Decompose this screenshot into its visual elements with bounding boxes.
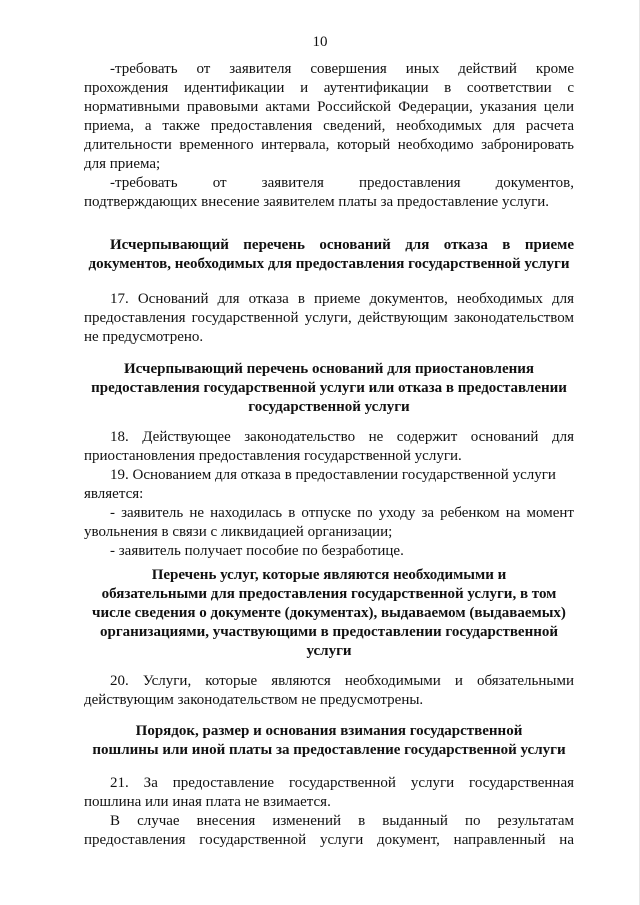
text-line: прохождения идентификации и аутентификации в соответствии с — [84, 80, 574, 96]
heading-line: Порядок, размер и основания взимания государственной — [135, 723, 523, 739]
prohibition-list — [84, 60, 574, 212]
text-line: длительности временного интервала, который необходимо забронировать — [84, 137, 574, 153]
section-suspension-refusal — [84, 360, 574, 417]
heading-line: обязательными для предоставления государственной услуги, в том — [101, 586, 557, 602]
text-line: не предусмотрено. — [84, 329, 204, 345]
text-line: пошлина или иная плата не взимается. — [84, 794, 331, 810]
section-heading — [84, 360, 574, 417]
text-line: - заявитель получает пособие по безработице. — [110, 543, 404, 559]
paragraph-18-19 — [84, 428, 574, 561]
heading-line: пошлины или иной платы за предоставление государственной услуги — [92, 742, 566, 758]
heading-line: Исчерпывающий перечень оснований для отказа в приеме — [110, 237, 574, 253]
text-line: увольнения в связи с ликвидацией организации; — [84, 524, 393, 540]
text-line: 19. Основанием для отказа в предоставлении государственной услуги — [110, 467, 556, 483]
text-line: нормативными правовыми актами Российской Федерации, указания цели — [84, 99, 574, 115]
list-item-2 — [84, 174, 574, 212]
heading-line: услуги — [306, 643, 352, 659]
text-line: предоставления государственной услуги, действующим законодательством — [84, 310, 574, 326]
text-line: для приема; — [84, 156, 161, 172]
text-line: -требовать от заявителя предоставления документов, — [110, 175, 574, 191]
heading-line: предоставления государственной услуги или отказа в предоставлении — [91, 380, 567, 396]
heading-line: документов, необходимых для предоставления государственной услуги — [88, 256, 570, 272]
heading-line: Перечень услуг, которые являются необходимыми и — [151, 567, 507, 583]
page-number: 10 — [312, 34, 328, 50]
paragraph-21 — [84, 774, 574, 850]
text-line: 20. Услуги, которые являются необходимыми и обязательными — [110, 673, 574, 689]
text-line: подтверждающих внесение заявителем платы за предоставление услуги. — [84, 194, 550, 210]
text-line: 18. Действующее законодательство не содержит оснований для — [110, 429, 574, 445]
text-line: В случае внесения изменений в выданный по результатам — [110, 813, 574, 829]
section-heading — [84, 566, 574, 661]
text-line: 17. Оснований для отказа в приеме документов, необходимых для — [110, 291, 574, 307]
heading-line: государственной услуги — [248, 399, 410, 415]
text-line: предоставления государственной услуги документ, направленный на — [84, 832, 574, 848]
paragraph-17 — [84, 290, 574, 347]
section-refusal-acceptance — [84, 236, 574, 274]
text-line: -требовать от заявителя совершения иных действий кроме — [110, 61, 574, 77]
section-heading — [84, 722, 574, 760]
section-necessary-services — [84, 566, 574, 661]
paragraph-20 — [84, 672, 574, 710]
text-line: приема, а также предоставления сведений, необходимых для расчета — [84, 118, 574, 134]
text-line: 21. За предоставление государственной услуги государственная — [110, 775, 574, 791]
text-line: приостановления предоставления государственной услуги. — [84, 448, 462, 464]
heading-line: организациями, участвующими в предоставлении государственной — [99, 624, 559, 640]
heading-line: числе сведения о документе (документах), выдаваемом (выдаваемых) — [92, 605, 566, 621]
section-state-fee — [84, 722, 574, 760]
text-line: - заявитель не находилась в отпуске по уходу за ребенком на момент — [110, 505, 574, 521]
text-line: является: — [84, 486, 144, 502]
section-heading — [84, 236, 574, 274]
text-line: действующим законодательством не предусмотрены. — [84, 692, 424, 708]
heading-line: Исчерпывающий перечень оснований для приостановления — [123, 361, 535, 377]
list-item-1 — [84, 60, 574, 174]
